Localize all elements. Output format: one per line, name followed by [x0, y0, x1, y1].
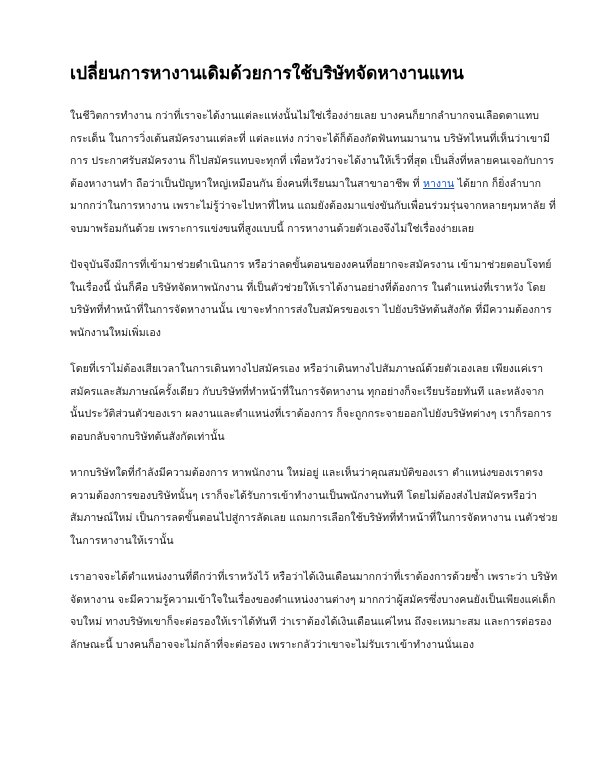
- paragraph-4: [70, 462, 558, 552]
- text-line: หากบริษัทใดที่กำลังมีความต้องการ หาพนักงาน ใหม่อยู่ และเห็นว่าคุณสมบัติของเรา ตำแหน่งของเราตรง: [70, 467, 543, 479]
- text-line-with-link: [70, 173, 542, 196]
- text-line: จัดหางาน จะมีความรู้ความเข้าใจในเรื่องของตำแหน่งงานต่างๆ มากกว่าผู้สมัครซึ่งบางคนยังเป็นเพียงแค่เด็ก: [70, 593, 556, 606]
- text-line: นั้นประวัติส่วนตัวของเรา ผลงานและตำแหน่งที่เราต้องการ ก็จะถูกกระจายออกไปยังบริษัทต่างๆ เราก็รอการ: [70, 408, 552, 420]
- paragraph-3: [70, 358, 552, 448]
- paragraph-1: [70, 105, 556, 240]
- text-line: โดยที่เราไม่ต้องเสียเวลาในการเดินทางไปสมัครเอง หรือว่าเดินทางไปสัมภาษณ์ด้วยตัวเองเลย เพียงแค่เรา: [70, 363, 544, 375]
- text-line: ความต้องการของบริษัทนั้นๆ เราก็จะได้รับการเข้าทำงานเป็นพนักงานทันที โดยไม่ต้องส่งไปสมัครหรือว่า: [70, 489, 538, 502]
- link-line-before: ต้องหางานทำ ถือว่าเป็นปัญหาใหญ่เหมือนกัน ยิ่งคนที่เรียนมาในสาขาอาชีพ ที่: [70, 177, 423, 190]
- text-line: ปัจจุบันจึงมีการที่เข้ามาช่วยดำเนินการ หรือว่าลดขั้นตอนของงคนที่อยากจะสมัครงาน เข้ามาช่วยตอบโจทย์: [70, 259, 552, 271]
- text-line: เราอาจจะได้ตำแหน่งงานที่ดีกว่าที่เราหวังไว้ หรือว่าได้เงินเดือนมากกว่าที่เราต้องการด้วยซ้ำ เพราะว่า บริษัท: [70, 571, 558, 583]
- text-line: จบมาพร้อมกันด้วย เพราะการแข่งขนที่สูงแบบนี้ การหางานด้วยตัวเองจึงไม่ใช่เรื่องง่ายเลย: [70, 222, 475, 235]
- text-line: ในเรื่องนี้ นั่นก็คือ บริษัทจัดหาพนักงาน ที่เป็นตัวช่วยให้เราได้งานอย่างที่ต้องการ ในตำแหน่งที่เราหวัง โดย: [70, 281, 546, 294]
- hyperlink-hangan[interactable]: หางาน: [422, 177, 455, 190]
- text-line: ในการหางานให้เรานั้น: [70, 534, 174, 547]
- text-line: จบใหม่ ทางบริษัทเขาก็จะต่อรองให้เราได้ทันที ว่าเราต้องได้เงินเดือนแค่ไหน ถึงจะเหมาะสม และการต่อรอง: [70, 616, 552, 628]
- document-body: [70, 105, 558, 670]
- paragraph-2: [70, 254, 552, 344]
- text-line: สมัครและสัมภาษณ์ครั้งเดียว กับบริษัทที่ทำหน้าที่ในการจัดหางาน ทุกอย่างก็จะเรียบร้อยทันที และหลังจาก: [70, 385, 544, 398]
- text-line: ตอบกลับจากบริษัทต้นสังกัดเท่านั้น: [70, 430, 225, 443]
- text-line: พนักงานใหม่เพิ่มเอง: [70, 326, 161, 339]
- text-line: กระเด็น ในการวิ่งเต้นสมัครงานแต่ละที่ แต่ละแห่ง กว่าจะได้ก็ต้องกัดฟันทนมานาน บริษัทไหนที่เห็นว่าเขามี: [70, 132, 550, 145]
- document-title: เปลี่ยนการหางานเดิมด้วยการใช้บริษัทจัดหางานแทน: [70, 64, 464, 84]
- text-line: สัมภาษณ์ใหม่ เป็นการลดขั้นตอนไปสู่การลัดเลย แถมการเลือกใช้บริษัทที่ทำหน้าที่ในการจัดหางาน เนตัวช่วย: [70, 512, 558, 524]
- text-line: ในชีวิตการทำงาน กว่าที่เราจะได้งานแต่ละแห่งนั้นไม่ใช่เรื่องง่ายเลย บางคนก็ยากลำบากจนเลือดตาแทบ: [70, 110, 539, 122]
- text-line: มากกว่าในการหางาน เพราะไม่รู้ว่าจะไปหาที่ไหน แถมยังต้องมาแข่งขันกับเพื่อนร่วมรุ่นจากหลายๆมหาลัย ที่: [70, 200, 556, 212]
- link-line-after: ได้ยาก ก็ยิ่งลำบาก: [454, 177, 542, 190]
- paragraph-5: [70, 566, 558, 656]
- text-line: ลักษณะนี้ บางคนก็อาจจะไม่กล้าที่จะต่อรอง เพราะกลัวว่าเขาจะไม่รับเราเข้าทำงานนั่นเอง: [70, 638, 475, 651]
- text-line: การ ประกาศรับสมัครงาน ก็ไปสมัครแทบจะทุกที่ เพื่อหวังว่าจะได้งานให้เร็วที่สุด เป็นสิ่งที่หลายคนเจอกับการ: [70, 155, 554, 167]
- text-line: บริษัทที่ทำหน้าที่ในการจัดหางานนั้น เขาจะทำการส่งใบสมัครของเรา ไปยังบริษัทต้นสังกัด ที่มีความต้องการ: [70, 304, 552, 316]
